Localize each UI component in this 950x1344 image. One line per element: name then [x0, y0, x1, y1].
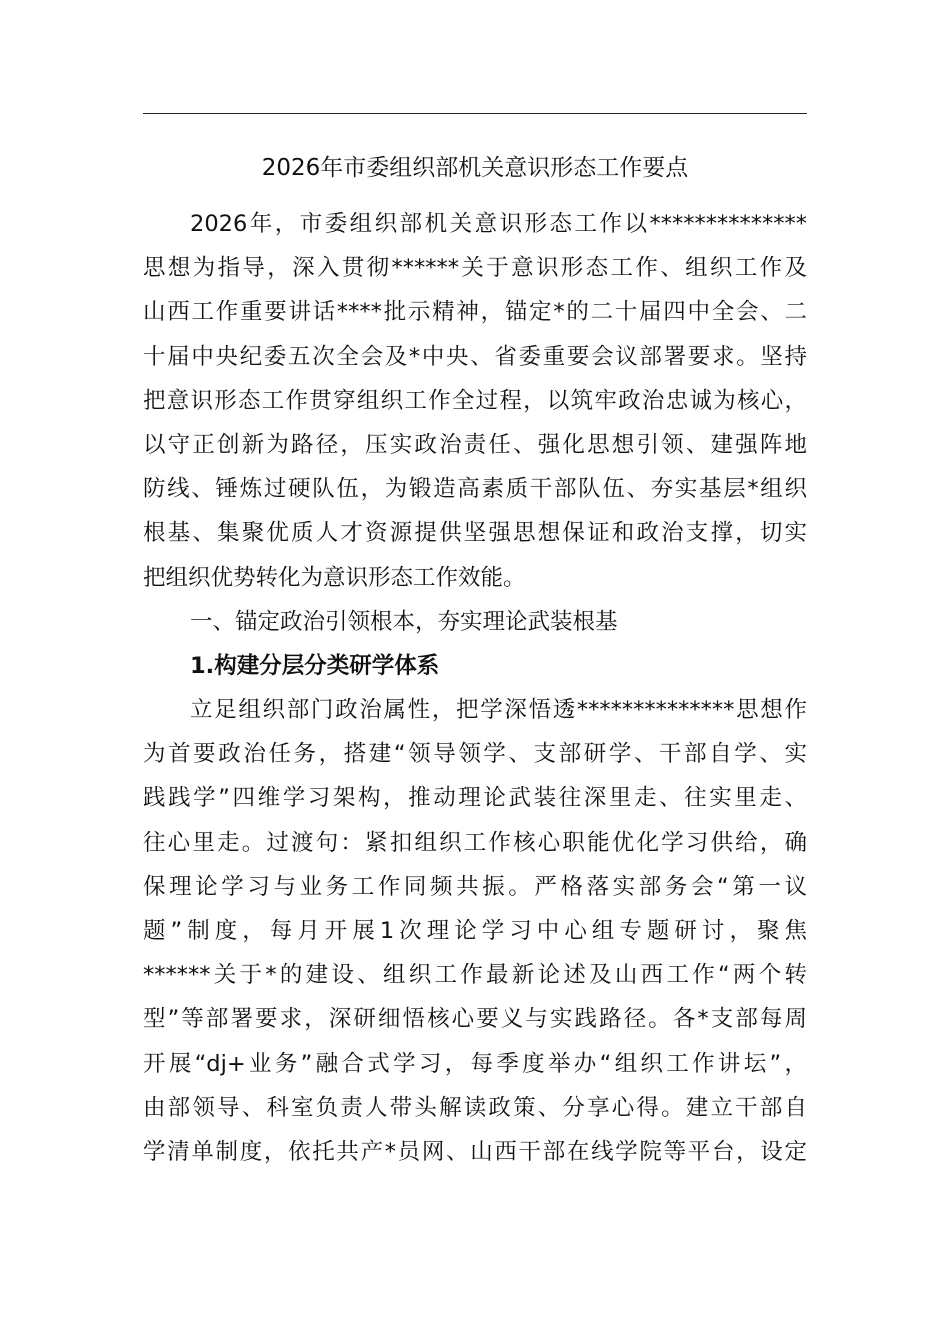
intro-line: 把意识形态工作贯穿组织工作全过程，以筑牢政治忠诚为核心， [143, 387, 807, 414]
intro-line: 2026年，市委组织部机关意识形态工作以************** [190, 211, 807, 237]
intro-line: 根基、集聚优质人才资源提供坚强思想保证和政治支撑，切实 [143, 520, 807, 547]
body-line: 题”制度，每月开展1次理论学习中心组专题研讨，聚焦 [143, 918, 807, 944]
intro-line: 思想为指导，深入贯彻******关于意识形态工作、组织工作及 [143, 255, 807, 282]
intro-line: 把组织优势转化为意识形态工作效能。 [143, 564, 526, 591]
body-line: 践践学”四维学习架构，推动理论武装往深里走、往实里走、 [143, 785, 807, 812]
body-line: 保理论学习与业务工作同频共振。严格落实部务会“第一议 [143, 873, 807, 900]
document-body [143, 202, 807, 1174]
body-line: 由部领导、科室负责人带头解读政策、分享心得。建立干部自 [143, 1094, 807, 1121]
body-line: 立足组织部门政治属性，把学深悟透**************思想作 [190, 697, 807, 724]
intro-line: 以守正创新为路径，压实政治责任、强化思想引领、建强阵地 [143, 431, 807, 458]
body-line: 往心里走。过渡句：紧扣组织工作核心职能优化学习供给，确 [143, 829, 807, 856]
subsection-heading: 1.构建分层分类研学体系 [190, 652, 440, 679]
body-line: 型”等部署要求，深研细悟核心要义与实践路径。各*支部每周 [143, 1006, 807, 1033]
body-line: ******关于*的建设、组织工作最新论述及山西工作“两个转 [143, 962, 807, 989]
intro-line: 防线、锤炼过硬队伍，为锻造高素质干部队伍、夯实基层*组织 [143, 476, 807, 503]
section-heading: 一、锚定政治引领根本，夯实理论武装根基 [190, 608, 618, 635]
intro-line: 山西工作重要讲话****批示精神，锚定*的二十届四中全会、二 [143, 299, 807, 326]
body-line: 开展“dj+业务”融合式学习，每季度举办“组织工作讲坛”， [143, 1050, 807, 1077]
header-rule [143, 113, 807, 114]
intro-line: 十届中央纪委五次全会及*中央、省委重要会议部署要求。坚持 [143, 343, 807, 370]
document-title: 2026年市委组织部机关意识形态工作要点 [261, 155, 689, 181]
body-line: 为首要政治任务，搭建“领导领学、支部研学、干部自学、实 [143, 741, 807, 768]
body-line: 学清单制度，依托共产*员网、山西干部在线学院等平台，设定 [143, 1138, 807, 1165]
